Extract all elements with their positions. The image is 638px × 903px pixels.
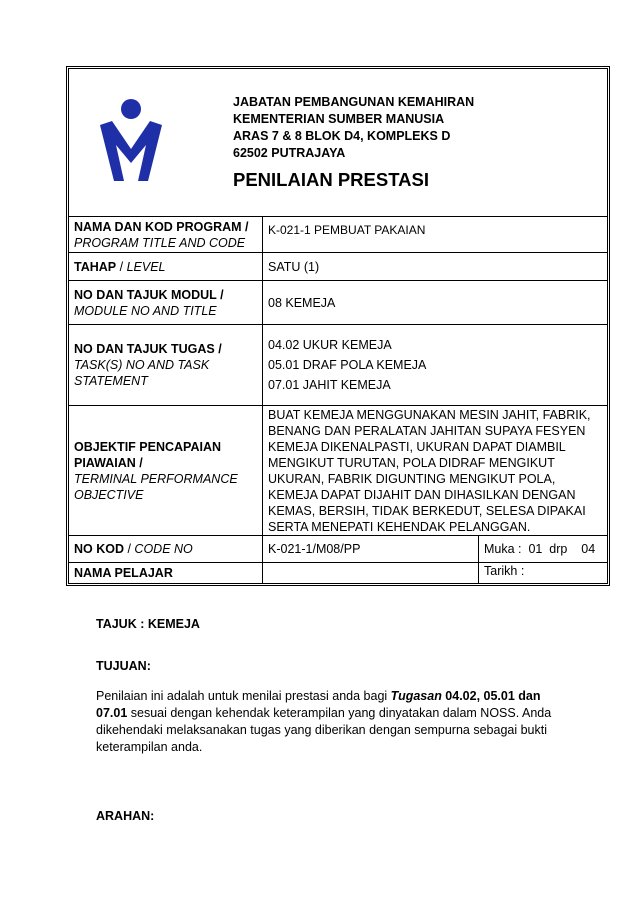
table-row-level	[69, 253, 607, 281]
task-item: 07.01 JAHIT KEMEJA	[268, 378, 391, 392]
program-value: K-021-1 PEMBUAT PAKAIAN	[263, 217, 608, 253]
topic-heading: TAJUK : KEMEJA	[96, 617, 200, 631]
table-row-code	[69, 536, 607, 563]
agency-logo-icon	[100, 97, 162, 181]
task-item: 04.02 UKUR KEMEJA	[268, 338, 392, 352]
student-name-label: NAMA PELAJAR	[69, 563, 263, 584]
module-label: NO DAN TAJUK MODUL / MODULE NO AND TITLE	[69, 281, 263, 325]
table-row-module	[69, 281, 607, 325]
code-value: K-021-1/M08/PP	[263, 536, 479, 563]
date-field[interactable]: Tarikh :	[479, 563, 608, 584]
task-item: 05.01 DRAF POLA KEMEJA	[268, 358, 427, 372]
purpose-paragraph: Penilaian ini adalah untuk menilai prestasi anda bagi Tugasan 04.02, 05.01 dan 07.01 sesuai dengan kehendak keterampilan yang dinyatakan dalam NOSS. Anda dikehendaki melaksanakan tugas yang diberikan dengan sempurna sebagai bukti keterampilan anda.	[96, 689, 552, 754]
tasks-value	[263, 325, 608, 406]
table-row-tasks	[69, 325, 607, 406]
page-count: Muka : 01 drp 04	[479, 536, 608, 563]
instructions-heading: ARAHAN:	[96, 809, 155, 823]
table-row-program	[69, 217, 607, 253]
header-section	[69, 69, 607, 217]
program-label: NAMA DAN KOD PROGRAM / PROGRAM TITLE AND CODE	[69, 217, 263, 253]
tasks-label: NO DAN TAJUK TUGAS / TASK(S) NO AND TASK STATEMENT	[69, 325, 263, 406]
program-info-table	[69, 216, 607, 584]
objective-label: OBJEKTIF PENCAPAIAN PIAWAIAN / TERMINAL PERFORMANCE OBJECTIVE	[69, 406, 263, 536]
objective-value: BUAT KEMEJA MENGGUNAKAN MESIN JAHIT, FABRIK, BENANG DAN PERALATAN JAHITAN SUPAYA FESYEN KEMEJA DIKENALPASTI, UKURAN DAPAT DIAMBIL MENGIKUT TURUTAN, POLA DIDRAF MENGIKUT UKURAN, FABRIK DIGUNTING MENGIKUT POLA, KEMEJA DAPAT DIJAHIT DAN DIHASILKAN DENGAN KEMAS, BERSIH, TIDAK BERKEDUT, SELESA DIPAKAI SERTA MENEPATI KEHENDAK PELANGGAN.	[263, 406, 608, 536]
level-label: TAHAP / LEVEL	[69, 253, 263, 281]
level-value: SATU (1)	[263, 253, 608, 281]
code-label: NO KOD / CODE NO	[69, 536, 263, 563]
student-name-field[interactable]	[263, 563, 479, 584]
purpose-heading: TUJUAN:	[96, 659, 151, 673]
org-line-3: ARAS 7 & 8 BLOK D4, KOMPLEKS D	[233, 129, 451, 143]
document-title: PENILAIAN PRESTASI	[233, 169, 429, 190]
assessment-header-frame	[66, 66, 610, 586]
table-row-objective	[69, 406, 607, 536]
org-line-4: 62502 PUTRAJAYA	[233, 146, 346, 160]
org-line-2: KEMENTERIAN SUMBER MANUSIA	[233, 112, 445, 126]
module-value: 08 KEMEJA	[263, 281, 608, 325]
organization-address	[233, 94, 474, 162]
org-line-1: JABATAN PEMBANGUNAN KEMAHIRAN	[233, 95, 475, 109]
table-row-student	[69, 563, 607, 584]
